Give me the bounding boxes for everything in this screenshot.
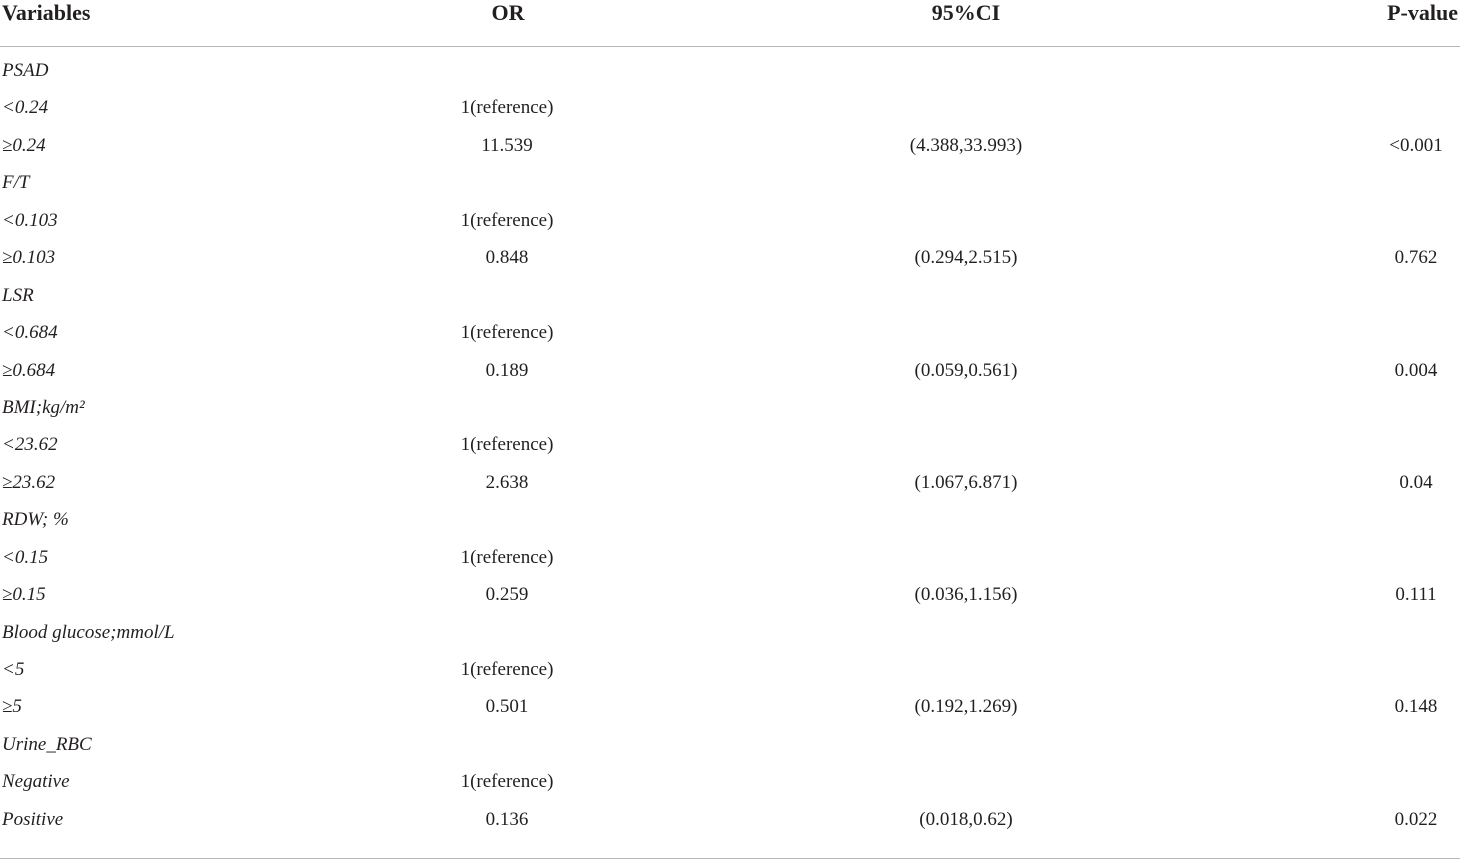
cell-variable: <0.684: [2, 322, 58, 344]
table-row: [0, 396, 1460, 433]
cell-or: 1(reference): [460, 546, 554, 568]
cell-variable: F/T: [2, 172, 30, 194]
cell-variable: LSR: [2, 284, 34, 306]
cell-or: 1(reference): [460, 322, 554, 344]
cell-p-value: 0.04: [1399, 471, 1433, 493]
table-row: [0, 171, 1460, 208]
header-p-value: P-value: [1387, 0, 1458, 25]
cell-or: 0.259: [485, 584, 529, 606]
cell-variable: <23.62: [2, 434, 58, 456]
cell-variable: PSAD: [2, 60, 49, 81]
cell-ci: (0.059,0.561): [914, 359, 1018, 381]
table-row: [0, 96, 1460, 133]
table-bottom-rule: [0, 858, 1460, 859]
cell-ci: (0.294,2.515): [914, 247, 1018, 269]
cell-variable: ≥0.684: [2, 359, 56, 381]
table-row: [0, 583, 1460, 620]
cell-variable: Urine_RBC: [2, 733, 92, 755]
cell-variable: Positive: [2, 808, 64, 830]
cell-p-value: 0.762: [1394, 247, 1438, 269]
table-row: [0, 59, 1460, 96]
table-row: [0, 808, 1460, 845]
table-body: [0, 59, 1460, 845]
cell-variable: ≥23.62: [2, 471, 56, 493]
header-ci: 95%CI: [931, 0, 1001, 25]
cell-or: 0.189: [485, 359, 529, 381]
cell-variable: ≥5: [2, 696, 22, 718]
table-row: [0, 471, 1460, 508]
table-row: [0, 733, 1460, 770]
table-row: [0, 770, 1460, 807]
cell-or: 1(reference): [460, 771, 554, 793]
cell-ci: (1.067,6.871): [914, 471, 1018, 493]
cell-variable: <0.24: [2, 97, 49, 119]
cell-variable: Negative: [2, 771, 70, 793]
header-or: OR: [491, 0, 525, 25]
table-row: [0, 621, 1460, 658]
cell-or: 11.539: [481, 134, 533, 156]
table-row: [0, 134, 1460, 171]
cell-or: 0.136: [485, 808, 529, 830]
table-header: [0, 0, 1460, 47]
table-row: [0, 508, 1460, 545]
cell-variable: ≥0.24: [2, 134, 46, 156]
cell-ci: (0.036,1.156): [914, 584, 1018, 606]
cell-variable: RDW; %: [2, 509, 69, 531]
cell-p-value: 0.004: [1394, 359, 1438, 381]
cell-variable: BMI;kg/m²: [2, 396, 85, 418]
cell-ci: (0.018,0.62): [919, 808, 1013, 830]
table-row: [0, 546, 1460, 583]
table-row: [0, 695, 1460, 732]
table-row: [0, 209, 1460, 246]
cell-variable: Blood glucose;mmol/L: [2, 621, 175, 643]
cell-variable: ≥0.103: [2, 247, 56, 269]
cell-variable: <0.15: [2, 546, 49, 568]
cell-or: 1(reference): [460, 434, 554, 456]
cell-or: 1(reference): [460, 659, 554, 680]
cell-p-value: <0.001: [1389, 134, 1443, 156]
table-row: [0, 658, 1460, 695]
cell-variable: <0.103: [2, 209, 58, 231]
cell-or: 2.638: [485, 471, 529, 493]
cell-ci: (4.388,33.993): [909, 134, 1023, 156]
table-row: [0, 321, 1460, 358]
cell-or: 0.501: [485, 696, 529, 718]
cell-variable: ≥0.15: [2, 584, 46, 606]
table-row: [0, 433, 1460, 470]
cell-variable: <5: [2, 659, 25, 680]
cell-or: 0.848: [485, 247, 529, 269]
cell-ci: (0.192,1.269): [914, 696, 1018, 718]
cell-or: 1(reference): [460, 97, 554, 119]
cell-p-value: 0.111: [1395, 584, 1437, 606]
header-variables: Variables: [2, 0, 91, 25]
cell-p-value: 0.022: [1394, 808, 1438, 830]
cell-p-value: 0.148: [1394, 696, 1438, 718]
table-row: [0, 246, 1460, 283]
cell-or: 1(reference): [460, 209, 554, 231]
table-row: [0, 284, 1460, 321]
table-row: [0, 359, 1460, 396]
